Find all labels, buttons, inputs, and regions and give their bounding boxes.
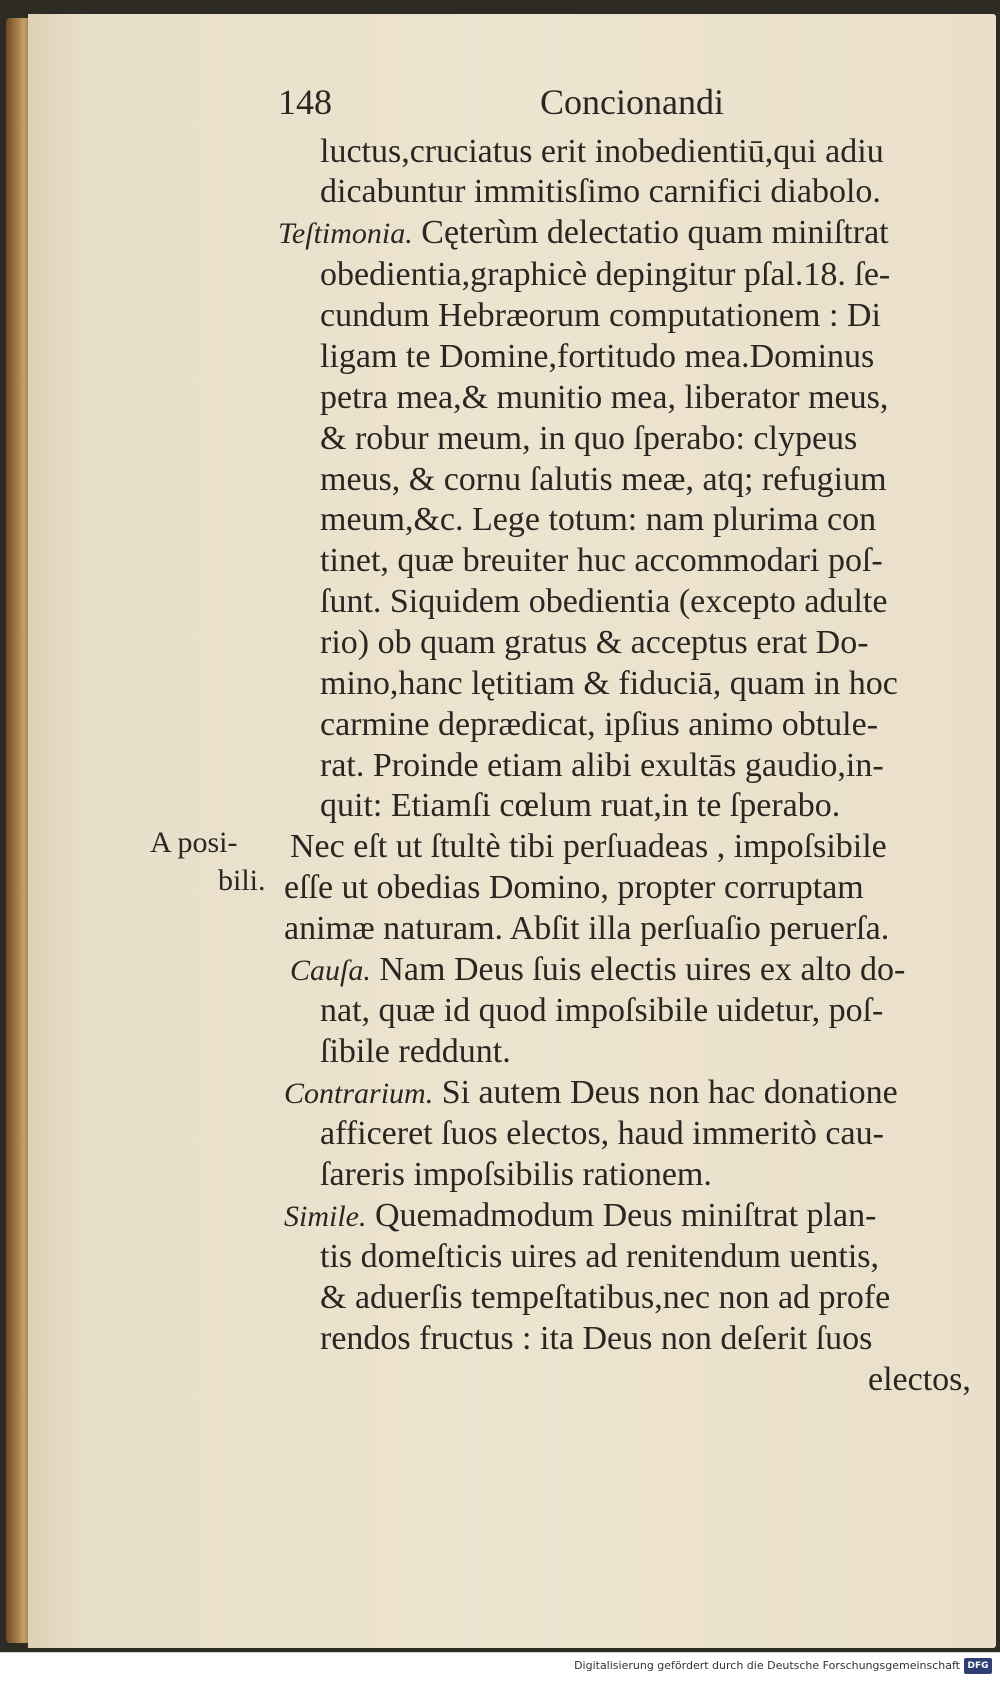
catchword: electos,: [868, 1361, 971, 1398]
text-line: tinet, quæ breuiter huc accommodari poſ-: [320, 542, 883, 579]
text-line: Teſtimonia. Cęterùm delectatio quam miniſtrat: [278, 214, 889, 251]
section-label: Contrarium.: [284, 1077, 434, 1110]
page-number: 148: [278, 82, 332, 122]
text-line: ligam te Domine,fortitudo mea.Dominus: [320, 338, 875, 375]
text-line: eſſe ut obedias Domino, propter corruptam: [284, 869, 864, 906]
section-label: Cauſa.: [290, 954, 371, 987]
text-line: Contrarium. Si autem Deus non hac donatione: [284, 1074, 898, 1111]
text-line: & aduerſis tempeſtatibus,nec non ad profe: [320, 1279, 891, 1316]
text-line: ſareris impoſsibilis rationem.: [320, 1156, 712, 1193]
text-line: ſibile reddunt.: [320, 1033, 511, 1070]
text-line: quit: Etiamſi cœlum ruat,in te ſperabo.: [320, 787, 841, 824]
text-line: cundum Hebræorum computationem : Di: [320, 297, 881, 334]
text-line: nat, quæ id quod impoſsibile uidetur, poſ-: [320, 992, 884, 1029]
section-label: Teſtimonia.: [278, 217, 413, 250]
text-line: carmine deprædicat, ipſius animo obtule-: [320, 706, 879, 743]
text-line: Cauſa. Nam Deus ſuis electis uires ex alto do-: [290, 951, 906, 988]
text-line: rendos fructus : ita Deus non deſerit ſuos: [320, 1320, 873, 1357]
margin-note: A posi-: [150, 826, 238, 859]
dfg-logo: DFG: [964, 1658, 992, 1674]
running-head: Concionandi: [540, 82, 724, 122]
text-line: afficeret ſuos electos, haud immeritò cau-: [320, 1115, 884, 1152]
text-line: & robur meum, in quo ſperabo: clypeus: [320, 420, 858, 457]
text-line: Nec eſt ut ſtultè tibi perſuadeas , impoſsibile: [290, 828, 887, 865]
section-label: Simile.: [284, 1200, 367, 1233]
footer-credit: Digitalisierung gefördert durch die Deutsche Forschungsgemeinschaft: [574, 1659, 960, 1672]
text-line: tis domeſticis uires ad renitendum uentis,: [320, 1238, 880, 1275]
text-line: ſunt. Siquidem obedientia (excepto adulte: [320, 583, 888, 620]
text-line: petra mea,& munitio mea, liberator meus,: [320, 379, 889, 416]
text-line: mino,hanc lętitiam & fiduciā, quam in hoc: [320, 665, 898, 702]
text-line: meus, & cornu ſalutis meæ, atq; refugium: [320, 461, 887, 498]
text-line: rat. Proinde etiam alibi exultās gaudio,in-: [320, 747, 884, 784]
text-line: dicabuntur immitisſimo carnifici diabolo.: [320, 173, 881, 210]
text-line: obedientia,graphicè depingitur pſal.18. ſe-: [320, 256, 891, 293]
text-line: Simile. Quemadmodum Deus miniſtrat plan-: [284, 1197, 877, 1234]
text-line: luctus,cruciatus erit inobedientiū,qui adiu: [320, 133, 884, 170]
text-line: animæ naturam. Abſit illa perſuaſio peruerſa.: [284, 910, 890, 947]
margin-note: bili.: [218, 864, 266, 897]
text-line: meum,&c. Lege totum: nam plurima con: [320, 501, 877, 538]
text-line: rio) ob quam gratus & acceptus erat Do-: [320, 624, 869, 661]
footer-bar: [0, 1652, 1000, 1682]
